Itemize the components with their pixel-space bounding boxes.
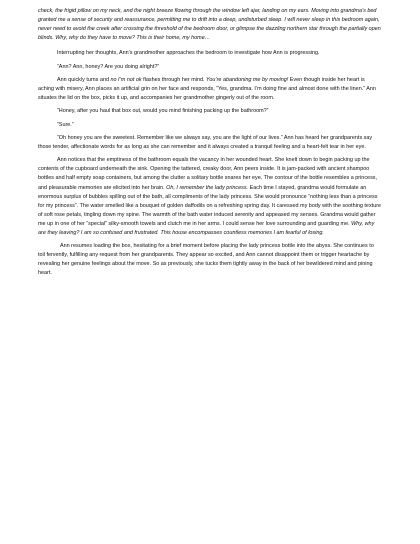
- text-run: “Ann? Ann, honey? Are you doing alright?”: [57, 63, 160, 70]
- text-italic: Oh, I remember the lady princess.: [166, 184, 249, 191]
- text-run: Ann quickly turns and: [57, 76, 111, 83]
- text-run: Ann notices that the emptiness of the bathroom equals the vacancy in her wounded heart. She knelt down to begin packing up the contents of the cupboard underneath the sink. Opening the tattered, creaky door, Ann peers inside. It is jam-packed with ancient shampoo bottles and half empty soap containers, but among the clutter a solitary bottle snares her eye. The contour of the bottle resembles a princess, and pleasurable memories are elicited into her brain.: [38, 157, 378, 191]
- paragraph-8: [38, 156, 382, 237]
- text-run: Even though inside her heart is aching with misery, Ann places an artificial grin on her face and responds, “Yes, grandma. I’m doing fine and almost done with the linen.” Ann situates the lid on the box, picks it up, and accompanies her grandmother gingerly out of the room.: [38, 76, 376, 101]
- paragraph-4: [38, 76, 382, 103]
- text-run: “Honey, after you haul that box out, would you mind finishing packing up the bathroom?”: [57, 108, 269, 115]
- paragraph-9: [38, 242, 382, 278]
- paragraph-1: [38, 7, 382, 43]
- text-run: Each time I stayed, grandma would formulate an enormous surplus of bubbles spilling out of the bath, all compliments of the lady princess. She would pronounce “nothing less than a princess for my princess”. The water smelled like a bouquet of golden daffodils on a refreshing spring day. It caressed my body with the soothing texture of soft rose petals, tingling down my spine. The warmth of the bath water induced serenity and appeased my senses. Grandma would gather me up in one of her “special” silky-smooth towels and clutch me in her arms. I could sense her love surrounding and guarding me.: [38, 184, 382, 227]
- text-italic: You’re abandoning me by moving!: [206, 76, 289, 83]
- text-run: “Oh honey you are the sweetest. Remember like we always say, you are the light of our lives.” Ann has heard her grandparents say those tender, affectionate words for as long as she can remember and it always created a tranquil feeling and a heart-felt tear in her eye.: [38, 135, 373, 151]
- text-run: Ann resumes loading the box, hesitating for a brief moment before placing the lady princess bottle into the abyss. She continues to toil fervently, fulfilling any request from her grandparents. They appear so excited, and Ann cannot disappoint them or trigger heartache by revealing her genuine feelings about the move. So as previously, she tucks them tightly away in the back of her bewildered mind and pining heart.: [38, 243, 374, 277]
- text-italic: no I’m not ok: [110, 76, 142, 83]
- paragraph-3: [38, 63, 382, 72]
- paragraph-5: [38, 107, 382, 116]
- text-italic: check, the frigid pillow on my neck, and the night breeze flowing through the window left ajar, landing on my ears. Moving into grandma’s bed granted me a sense of security and reassurance, permitting me to drift into a deep, undisturbed sleep. I will never sleep in this bedroom again, never need to avoid the creek after crossing the threshold of the bedroom door, or glimpse the dazzling northern star through the partially open blinds. Why, why do they have to move? This is their home, my home…: [38, 8, 381, 42]
- text-run: flashes through her mind.: [141, 76, 207, 83]
- paragraph-2: [38, 49, 382, 58]
- text-run: “Sure.”: [57, 121, 74, 128]
- paragraph-7: [38, 134, 382, 152]
- text-run: Interrupting her thoughts, Ann’s grandmother approaches the bedroom to investigate how Ann is progressing.: [57, 50, 320, 57]
- text-italic: Why, why are they leaving? I am so confused and frustrated. This house encompasses countless memories I am fearful of losing.: [38, 220, 375, 236]
- paragraph-6: [38, 121, 382, 130]
